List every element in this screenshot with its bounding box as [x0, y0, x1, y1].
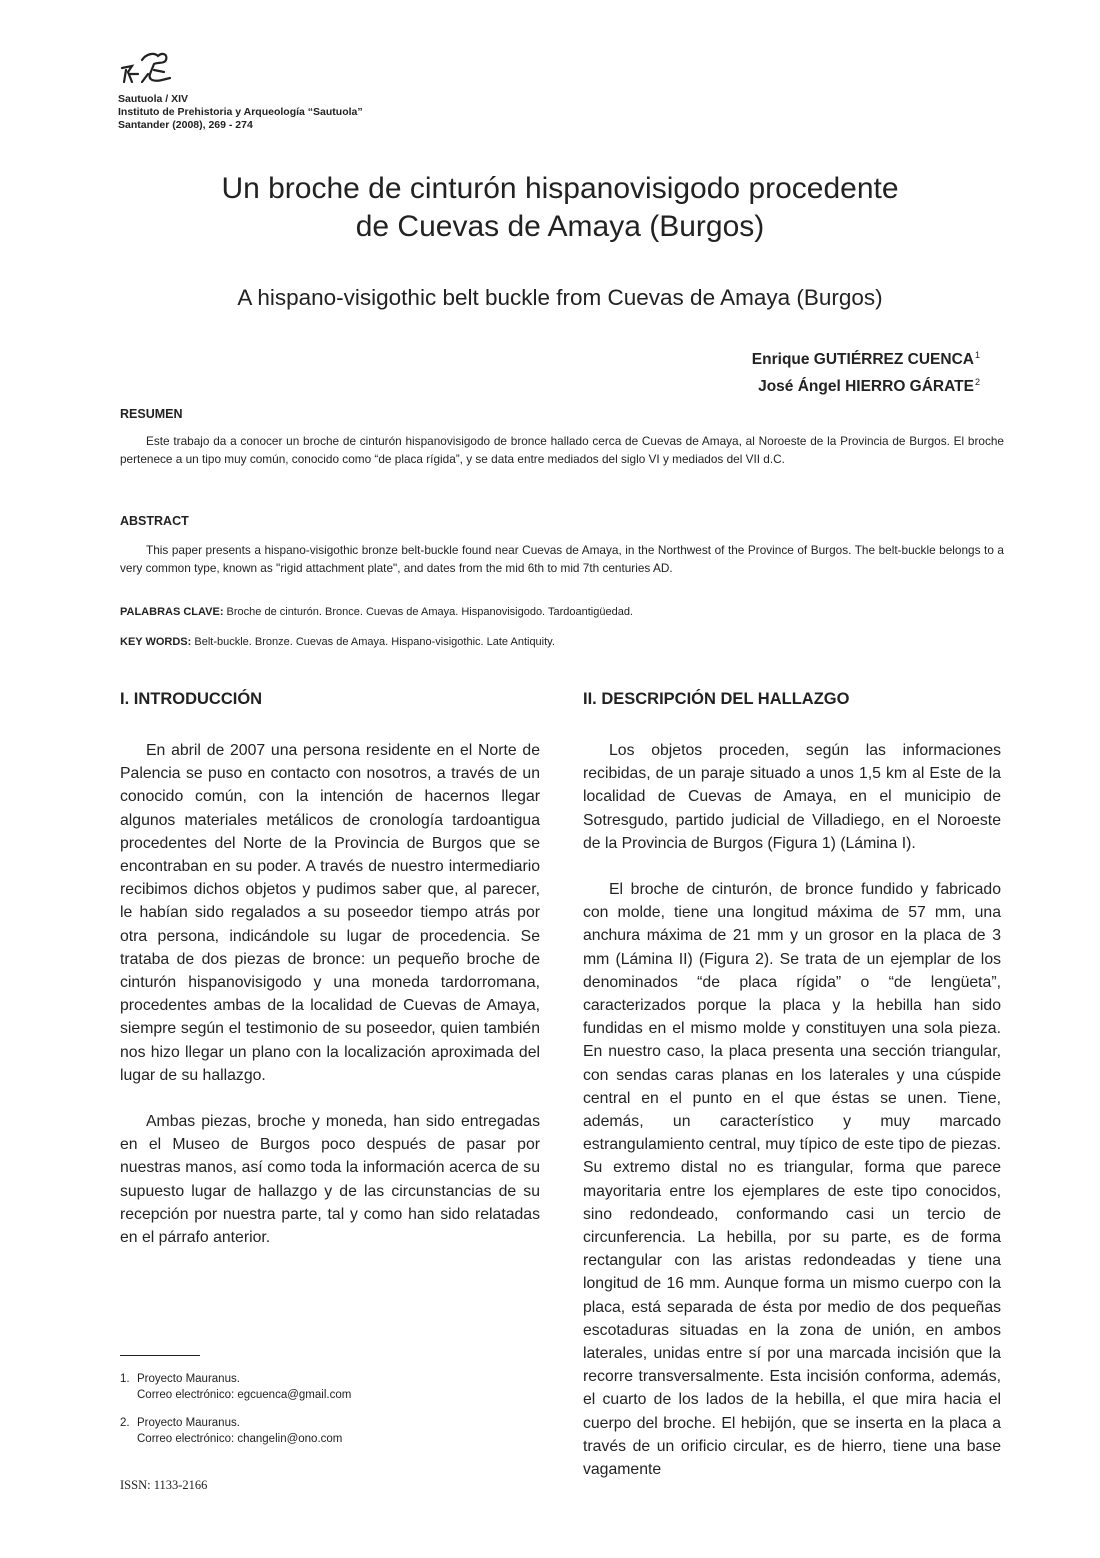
section-1-paragraph-1: En abril de 2007 una persona residente en el Norte de Palencia se puso en contacto con nosotros, a través de un conocido común, con la intención de hacernos llegar algunos materiales metálicos de cronología tardoantigua procedentes del Norte de la Provincia de Burgos que se encontraban en su poder. A través de nuestro intermediario recibimos dichos objetos y pudimos saber que, al parecer, le habían sido regalados a su poseedor tiempo atrás por otra persona, indicándole su lugar de procedencia. Se trataba de dos piezas de bronce: un pequeño broche de cinturón hispanovisigodo y una moneda tardorromana, procedentes ambas de la localidad de Cuevas de Amaya, siempre según el testimonio de su poseedor, quien también nos hizo llegar un plano con la localización aproximada del lugar de su hallazgo. [120, 742, 540, 1084]
author-2-footnote-mark: 2 [974, 377, 980, 387]
footnote-1-line-1: Proyecto Mauranus. [137, 1373, 240, 1385]
footnote-1 [120, 1371, 351, 1403]
keywords-es-text: Broche de cinturón. Bronce. Cuevas de Amaya. Hispanovisigodo. Tardoantigüedad. [226, 606, 633, 618]
journal-logo-icon [118, 50, 178, 90]
journal-name: Sautuola / XIV [118, 93, 189, 105]
footnote-2 [120, 1415, 342, 1447]
abstract-heading: ABSTRACT [120, 514, 189, 528]
footnote-1-number: 1. [120, 1373, 130, 1385]
author-1 [752, 344, 980, 371]
keywords-es-label: PALABRAS CLAVE: [120, 606, 224, 618]
paper-title-line-1: Un broche de cinturón hispanovisigodo procedente [221, 172, 899, 205]
footnote-2-number: 2. [120, 1417, 130, 1429]
keywords-en [120, 634, 1004, 650]
keywords-es [120, 604, 1004, 620]
issn: ISSN: 1133-2166 [120, 1478, 208, 1492]
footnote-1-line-2: Correo electrónico: egcuenca@gmail.com [137, 1389, 352, 1401]
section-1-heading: I. INTRODUCCIÓN [120, 690, 263, 708]
author-2 [752, 371, 980, 398]
journal-info [118, 93, 363, 132]
author-1-name: Enrique GUTIÉRREZ CUENCA [751, 351, 974, 368]
abstract-text: This paper presents a hispano-visigothic bronze belt-buckle found near Cuevas de Amaya, in the Northwest of the Province of Burgos. The belt-buckle belongs to a very common type, known as "rigid attachment plate", and dates from the mid 6th to mid 7th centuries AD. [120, 543, 1004, 575]
author-2-name: José Ángel HIERRO GÁRATE [758, 378, 974, 395]
journal-institute: Instituto de Prehistoria y Arqueología “Sautuola” [118, 106, 363, 118]
section-1-paragraph-2: Ambas piezas, broche y moneda, han sido entregadas en el Museo de Burgos poco después de pasar por nuestras manos, así como toda la información acerca de su supuesto lugar de hallazgo y de las circunstancias de su recepción por nuestra parte, tal y como han sido relatadas en el párrafo anterior. [120, 1113, 540, 1247]
section-1-body [120, 739, 540, 1272]
paper-title-line-2: de Cuevas de Amaya (Burgos) [355, 210, 765, 243]
resumen-heading: RESUMEN [120, 407, 183, 421]
section-2-heading: II. DESCRIPCIÓN DEL HALLAZGO [583, 690, 850, 708]
section-2-paragraph-1: Los objetos proceden, según las informaciones recibidas, de un paraje situado a unos 1,5 km al Este de la localidad de Cuevas de Amaya, en el municipio de Sotresgudo, partido judicial de Villadiego, en el Noroeste de la Provincia de Burgos (Figura 1) (Lámina I). [583, 742, 1001, 852]
paper-english-title: A hispano-visigothic belt buckle from Cuevas de Amaya (Burgos) [237, 285, 883, 310]
keywords-en-text: Belt-buckle. Bronze. Cuevas de Amaya. Hispano-visigothic. Late Antiquity. [194, 636, 555, 648]
footnote-divider [120, 1355, 200, 1356]
resumen-text: Este trabajo da a conocer un broche de cinturón hispanovisigodo de bronce hallado cerca de Cuevas de Amaya, al Noroeste de la Provincia de Burgos. El broche pertenece a un tipo muy común, conocido como “de placa rígida”, y se data entre mediados del siglo VI y mediados del VII d.C. [120, 434, 1004, 466]
author-list [752, 344, 980, 398]
footnote-2-line-2: Correo electrónico: changelin@ono.com [137, 1433, 343, 1445]
paper-title [130, 170, 990, 246]
keywords-en-label: KEY WORDS: [120, 636, 192, 648]
footnote-2-line-1: Proyecto Mauranus. [137, 1417, 240, 1429]
author-1-footnote-mark: 1 [974, 350, 980, 360]
section-2-body [583, 739, 1001, 1504]
journal-location-pages: Santander (2008), 269 - 274 [118, 119, 253, 131]
section-2-paragraph-2: El broche de cinturón, de bronce fundido y fabricado con molde, tiene una longitud máxima de 57 mm, una anchura máxima de 21 mm y un grosor en la placa de 3 mm (Lámina II) (Figura 2). Se trata de un ejemplar de los denominados “de placa rígida” o “de lengüeta”, caracterizados porque la placa y la hebilla han sido fundidas en el mismo molde y constituyen una sola pieza. En nuestro caso, la placa presenta una sección triangular, con sendas caras planas en los laterales y una cúspide central en el punto en el que éstas se unen. Tiene, además, un característico y muy marcado estrangulamiento central, muy típico de este tipo de piezas. Su extremo distal no es triangular, forma que parece mayoritaria entre los ejemplares de este tipo conocidos, sino redondeado, conformando casi un tercio de circunferencia. La hebilla, por su parte, es de forma rectangular con las aristas redondeadas y tiene una longitud de 16 mm. Aunque forma un mismo cuerpo con la placa, está separada de ésta por medio de dos pequeñas escotaduras situadas en la zona de unión, en ambos laterales, unidas entre sí por una marcada incisión que la recorre transversalmente. Esta incisión conforma, además, el cuarto de los lados de la hebilla, el que mira hacia el cuerpo del broche. El hebijón, que se inserta en la placa a través de un orificio circular, es de hierro, tiene una base vagamente [583, 881, 1001, 1479]
